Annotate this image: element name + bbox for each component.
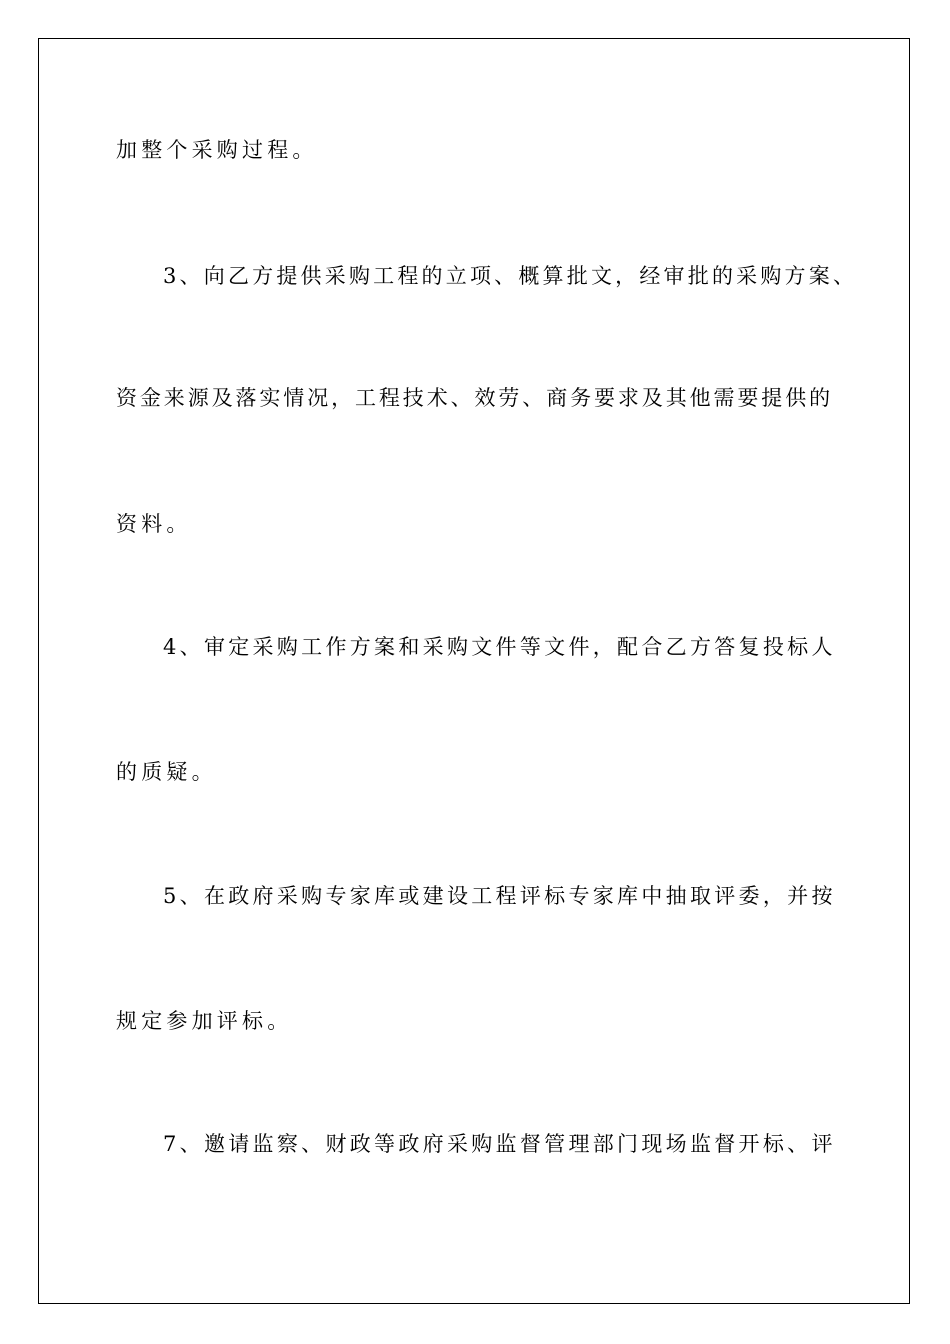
paragraph-4-line-1: 4、审定采购工作方案和采购文件等文件，配合乙方答复投标人 [163,635,836,659]
paragraph-3-line-2: 资金来源及落实情况，工程技术、效劳、商务要求及其他需要提供的 [116,386,833,410]
paragraph-4-line-2: 的质疑。 [116,760,217,784]
paragraph-3-line-1: 3、向乙方提供采购工程的立项、概算批文，经审批的采购方案、 [163,264,858,288]
page-border [38,38,910,1304]
paragraph-5-line-1: 5、在政府采购专家库或建设工程评标专家库中抽取评委，并按 [163,884,836,908]
paragraph-3-line-3: 资料。 [116,512,192,536]
paragraph-7-line-1: 7、邀请监察、财政等政府采购监督管理部门现场监督开标、评 [163,1132,836,1156]
text-line: 加整个采购过程。 [116,138,318,162]
paragraph-5-line-2: 规定参加评标。 [116,1009,293,1033]
